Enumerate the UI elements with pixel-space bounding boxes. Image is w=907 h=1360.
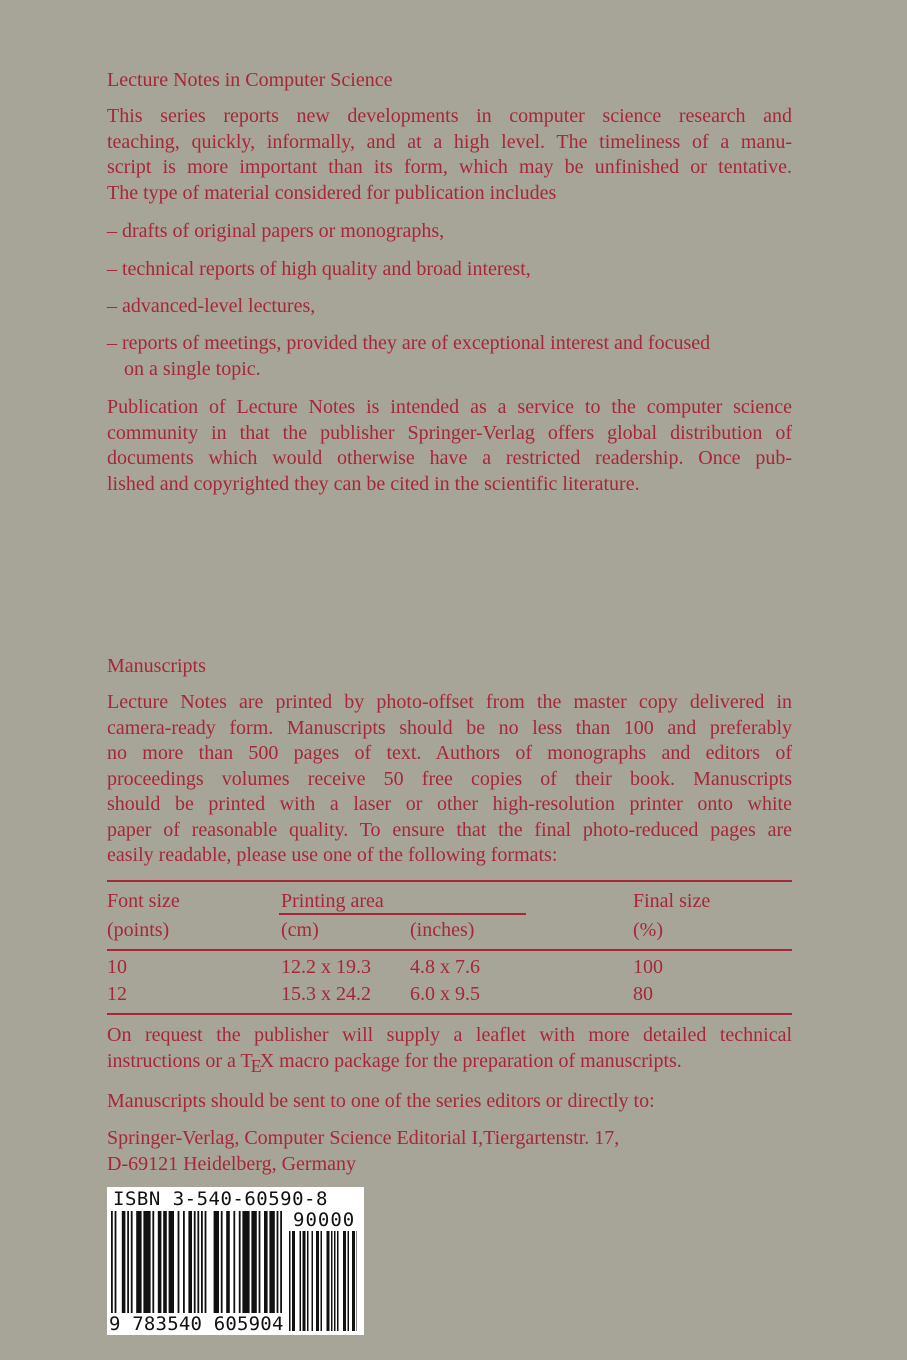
cell-font: 10	[107, 956, 127, 978]
header-font-size-unit: (points)	[107, 919, 170, 941]
cell-final: 80	[633, 983, 653, 1005]
isbn-barcode	[107, 1187, 364, 1335]
barcode-bar	[331, 1231, 333, 1331]
leaflet-line-start: instructions or a T	[107, 1049, 253, 1072]
cell-cm: 12.2 x 19.3	[281, 956, 371, 978]
barcode-bar	[334, 1231, 336, 1331]
series-intro-line: The type of material considered for publication includes	[107, 181, 557, 204]
series-intro-line: teaching, quickly, informally, and at a high level. The timeliness of a manu-	[107, 130, 792, 153]
header-inches: (inches)	[410, 919, 475, 941]
barcode-bar	[348, 1231, 350, 1331]
bullet-item: – technical reports of high quality and broad interest,	[107, 258, 531, 280]
table-header-rule	[107, 949, 792, 951]
cell-final: 100	[633, 956, 663, 978]
manuscripts-line: camera-ready form. Manuscripts should be no less than 100 and preferably	[107, 716, 792, 739]
cell-font: 12	[107, 983, 127, 1005]
publication-line: Publication of Lecture Notes is intended as a service to the computer science	[107, 396, 792, 418]
barcode-bar	[303, 1231, 306, 1331]
header-final-size-unit: (%)	[633, 919, 663, 941]
barcode-bar	[357, 1231, 358, 1331]
tex-logo-e: E	[250, 1055, 262, 1076]
barcode-bar	[312, 1231, 314, 1331]
bullet-item: – drafts of original papers or monographs,	[107, 220, 445, 242]
leaflet-line-end: X macro package for the preparation of manuscripts.	[259, 1049, 682, 1072]
manuscripts-line: no more than 500 pages of text. Authors of monographs and editors of	[107, 742, 792, 764]
series-intro-line: script is more important than its form, which may be unfinished or tentative.	[107, 156, 792, 178]
address-line-2: D-69121 Heidelberg, Germany	[107, 1153, 357, 1175]
barcode-bar	[307, 1231, 309, 1331]
series-title: Lecture Notes in Computer Science	[107, 69, 393, 91]
barcode-bar	[292, 1231, 295, 1331]
publication-line: community in that the publisher Springer-Verlag offers global distribution of	[107, 421, 792, 444]
barcode-bar	[327, 1231, 330, 1331]
header-final-size: Final size	[633, 890, 711, 912]
cell-inches: 6.0 x 9.5	[410, 983, 480, 1005]
leaflet-line	[107, 1049, 792, 1075]
bullet-item-multiline	[107, 330, 792, 382]
price-code: 90000	[293, 1209, 356, 1231]
series-intro-line: This series reports new developments in computer science research and	[107, 105, 792, 127]
bullet-item-continuation: on a single topic.	[124, 358, 261, 380]
manuscripts-line: should be printed with a laser or other high-resolution printer onto white	[107, 793, 792, 815]
publication-line: documents which would otherwise have a restricted readership. Once pub-	[107, 447, 792, 469]
barcode-bar	[352, 1231, 355, 1331]
series-intro	[107, 104, 792, 206]
manuscripts-line: paper of reasonable quality. To ensure that the final photo-reduced pages are	[107, 818, 792, 841]
barcode-bar	[343, 1231, 346, 1331]
publication-paragraph	[107, 395, 792, 497]
bullet-item: – advanced-level lectures,	[107, 295, 316, 317]
table-top-rule	[107, 880, 792, 882]
cell-cm: 15.3 x 24.2	[281, 983, 371, 1005]
manuscripts-paragraph	[107, 690, 792, 869]
barcode-bar	[289, 1231, 291, 1331]
header-printing-area: Printing area	[281, 890, 384, 912]
publication-line: lished and copyrighted they can be cited in the scientific literature.	[107, 472, 640, 495]
leaflet-paragraph	[107, 1023, 792, 1074]
barcode-bar	[300, 1231, 302, 1331]
cell-inches: 4.8 x 7.6	[410, 956, 480, 978]
printing-area-underline	[279, 913, 526, 915]
send-instructions: Manuscripts should be sent to one of the series editors or directly to:	[107, 1090, 655, 1112]
bullet-item: – reports of meetings, provided they are of exceptional interest and focused	[107, 332, 711, 354]
ean-digits: 9 783540 605904	[109, 1313, 284, 1335]
table-bottom-rule	[107, 1013, 792, 1015]
manuscripts-line: proceedings volumes receive 50 free copies of their book. Manuscripts	[107, 767, 792, 790]
barcode-bar	[337, 1231, 339, 1331]
addon-barcode-bars	[289, 1231, 357, 1331]
leaflet-line: On request the publisher will supply a leaflet with more detailed technical	[107, 1024, 792, 1046]
manuscripts-line: Lecture Notes are printed by photo-offset from the master copy delivered in	[107, 691, 792, 713]
address-line-1: Springer-Verlag, Computer Science Editorial I,Tiergartenstr. 17,	[107, 1127, 620, 1149]
header-font-size: Font size	[107, 890, 180, 912]
barcode-bar	[316, 1231, 319, 1331]
manuscripts-line: easily readable, please use one of the following formats:	[107, 844, 558, 866]
barcode-bar	[321, 1231, 323, 1331]
isbn-number: ISBN 3-540-60590-8	[113, 1188, 328, 1210]
manuscripts-title: Manuscripts	[107, 655, 206, 677]
header-cm: (cm)	[281, 919, 319, 941]
